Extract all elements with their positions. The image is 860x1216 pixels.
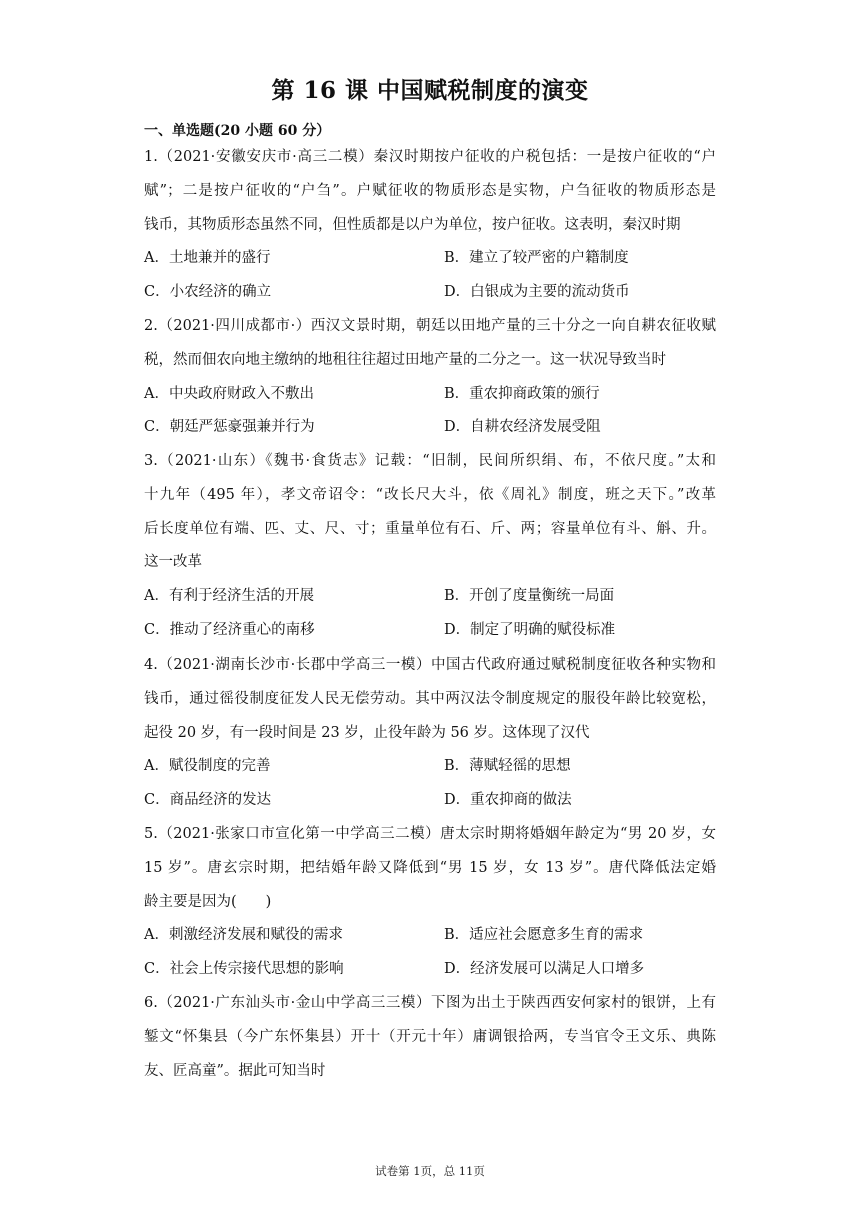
question-text-line: 友、匠高童”。据此可知当时 bbox=[144, 1062, 326, 1079]
options-row bbox=[144, 919, 716, 953]
options-row bbox=[144, 242, 716, 276]
option-c[interactable]: C．社会上传宗接代思想的影响 bbox=[144, 961, 344, 978]
question-text-line: 钱币，其物质形态虽然不同，但性质都是以户为单位，按户征收。这表明，秦汉时期 bbox=[144, 216, 681, 233]
question-3 bbox=[144, 445, 716, 648]
options-row bbox=[144, 784, 716, 818]
options-row bbox=[144, 411, 716, 445]
question-text-line: 3.（2021·山东）《魏书·食货志》记载：“旧制，民间所织绢、布，不依尺度。”太和 bbox=[144, 453, 716, 469]
option-b[interactable]: B．薄赋轻徭的思想 bbox=[444, 758, 571, 775]
options-row bbox=[144, 276, 716, 310]
options-row bbox=[144, 580, 716, 614]
question-text-line: 5.（2021·张家口市宣化第一中学高三二模）唐太宗时期将婚姻年龄定为“男 20 岁，女 bbox=[144, 826, 716, 842]
question-text-line: 税，然而佃农向地主缴纳的地租往往超过田地产量的二分之一。这一状况导致当时 bbox=[144, 351, 666, 368]
section-heading: 一、单选题(20 小题 60 分） bbox=[144, 123, 331, 139]
option-a[interactable]: A．中央政府财政入不敷出 bbox=[144, 385, 314, 402]
question-text-line: 赋”；二是按户征收的“户刍”。户赋征收的物质形态是实物，户刍征收的物质形态是 bbox=[144, 182, 716, 199]
question-text-line: 4.（2021·湖南长沙市·长郡中学高三一模）中国古代政府通过赋税制度征收各种实物和 bbox=[144, 657, 716, 673]
page-title: 第 16 课 中国赋税制度的演变 bbox=[271, 77, 589, 104]
option-d[interactable]: D．白银成为主要的流动货币 bbox=[444, 284, 630, 301]
question-text-line: 龄主要是因为( ) bbox=[144, 893, 272, 910]
option-b[interactable]: B．建立了较严密的户籍制度 bbox=[444, 250, 629, 267]
options-row bbox=[144, 614, 716, 648]
question-text-line: 起役 20 岁，有一段时间是 23 岁，止役年龄为 56 岁。这体现了汉代 bbox=[144, 724, 590, 741]
question-text-line: 15 岁”。唐玄宗时期，把结婚年龄又降低到“男 15 岁，女 13 岁”。唐代降低法定婚 bbox=[144, 859, 716, 876]
question-1 bbox=[144, 141, 716, 310]
question-4 bbox=[144, 649, 716, 818]
options-row bbox=[144, 953, 716, 987]
option-b[interactable]: B．适应社会愿意多生育的需求 bbox=[444, 927, 644, 944]
question-2 bbox=[144, 310, 716, 445]
option-a[interactable]: A．土地兼并的盛行 bbox=[144, 250, 271, 267]
option-b[interactable]: B．重农抑商政策的颁行 bbox=[444, 385, 600, 402]
question-text-line: 后长度单位有端、匹、丈、尺、寸；重量单位有石、斤、两；容量单位有斗、斛、升。 bbox=[144, 520, 716, 537]
option-b[interactable]: B．开创了度量衡统一局面 bbox=[444, 588, 615, 605]
option-a[interactable]: A．有利于经济生活的开展 bbox=[144, 588, 314, 605]
option-d[interactable]: D．制定了明确的赋役标准 bbox=[444, 621, 616, 638]
question-5 bbox=[144, 818, 716, 987]
option-c[interactable]: C．推动了经济重心的南移 bbox=[144, 621, 315, 638]
option-c[interactable]: C．商品经济的发达 bbox=[144, 792, 272, 809]
question-text-line: 錾文“怀集县（今广东怀集县）开十（开元十年）庸调银拾两，专当官令王文乐、典陈 bbox=[144, 1028, 716, 1045]
page-footer: 试卷第 1页，总 11页 bbox=[375, 1164, 485, 1178]
question-text-line: 这一改革 bbox=[144, 554, 202, 571]
option-d[interactable]: D．自耕农经济发展受阻 bbox=[444, 419, 601, 436]
option-d[interactable]: D．重农抑商的做法 bbox=[444, 792, 572, 809]
question-text-line: 6.（2021·广东汕头市·金山中学高三三模）下图为出土于陕西西安何家村的银饼，上有 bbox=[144, 995, 716, 1011]
question-text-line: 2.（2021·四川成都市·）西汉文景时期，朝廷以田地产量的三十分之一向自耕农征收赋 bbox=[144, 318, 716, 334]
question-text-line: 十九年（495 年），孝文帝诏令：“改长尺大斗，依《周礼》制度，班之天下。”改革 bbox=[144, 486, 716, 503]
question-text-line: 1.（2021·安徽安庆市·高三二模）秦汉时期按户征收的户税包括：一是按户征收的“户 bbox=[144, 149, 716, 165]
option-a[interactable]: A．刺激经济发展和赋役的需求 bbox=[144, 927, 343, 944]
option-a[interactable]: A．赋役制度的完善 bbox=[144, 758, 271, 775]
options-row bbox=[144, 378, 716, 412]
option-c[interactable]: C．朝廷严惩豪强兼并行为 bbox=[144, 419, 315, 436]
option-d[interactable]: D．经济发展可以满足人口增多 bbox=[444, 961, 645, 978]
question-text-line: 钱币，通过徭役制度征发人民无偿劳动。其中两汉法令制度规定的服役年龄比较宽松， bbox=[144, 690, 716, 707]
question-6 bbox=[144, 987, 716, 1088]
option-c[interactable]: C．小农经济的确立 bbox=[144, 284, 272, 301]
options-row bbox=[144, 750, 716, 784]
